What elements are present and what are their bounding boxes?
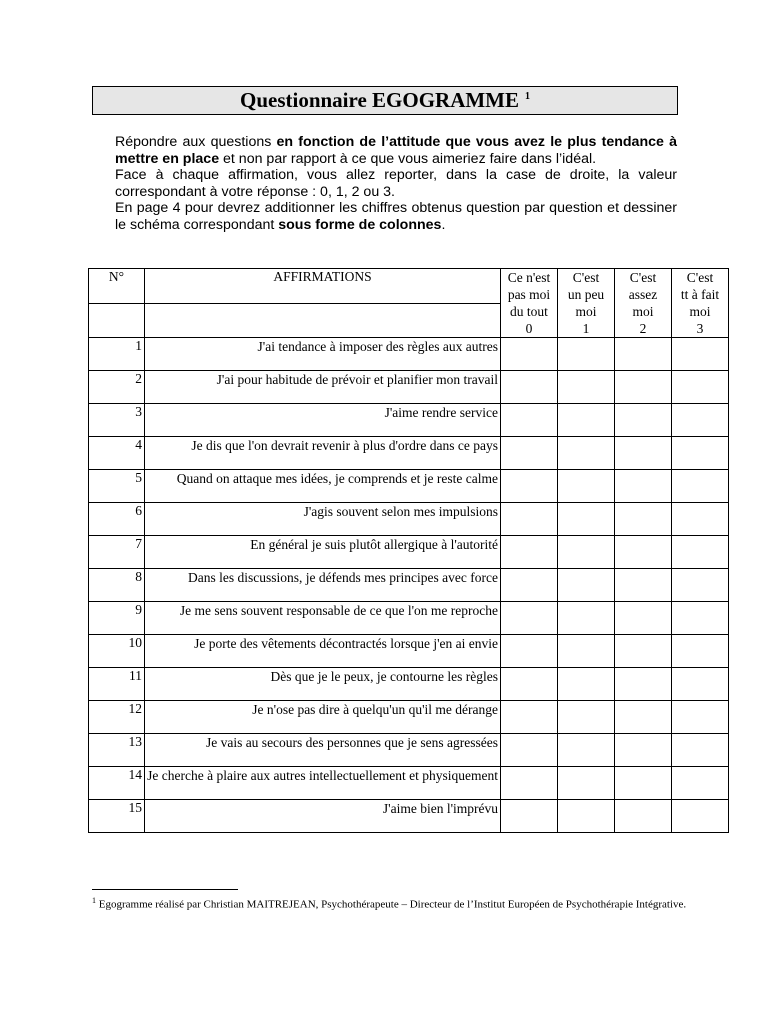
answer-cell-2[interactable]: [615, 734, 672, 767]
answer-cell-3[interactable]: [672, 437, 729, 470]
affirmation-text: Je me sens souvent responsable de ce que l'on me reproche: [145, 602, 501, 635]
answer-cell-1[interactable]: [558, 569, 615, 602]
answer-cell-2[interactable]: [615, 536, 672, 569]
question-number: 12: [89, 701, 145, 734]
column-header-answer-2: [615, 269, 672, 338]
answer-cell-0[interactable]: [501, 602, 558, 635]
answer-cell-3[interactable]: [672, 470, 729, 503]
answer-cell-2[interactable]: [615, 371, 672, 404]
questionnaire-table: [88, 268, 729, 833]
answer-cell-0[interactable]: [501, 470, 558, 503]
affirmation-text: Je porte des vêtements décontractés lorsque j'en ai envie: [145, 635, 501, 668]
column-header-number: N°: [89, 269, 145, 304]
column-header-answer-3: [672, 269, 729, 338]
affirmation-text: Quand on attaque mes idées, je comprends et je reste calme: [145, 470, 501, 503]
answer-cell-1[interactable]: [558, 437, 615, 470]
table-row: [89, 800, 729, 833]
question-number: 6: [89, 503, 145, 536]
answer-cell-0[interactable]: [501, 371, 558, 404]
affirmation-text: J'aime bien l'imprévu: [145, 800, 501, 833]
answer-cell-3[interactable]: [672, 767, 729, 800]
answer-label-line: moi: [632, 304, 654, 319]
answer-cell-2[interactable]: [615, 404, 672, 437]
answer-cell-3[interactable]: [672, 635, 729, 668]
question-number: 8: [89, 569, 145, 602]
table-row: [89, 371, 729, 404]
answer-cell-2[interactable]: [615, 338, 672, 371]
answer-label-line: moi: [575, 304, 597, 319]
affirmation-text: En général je suis plutôt allergique à l'autorité: [145, 536, 501, 569]
answer-label-line: Ce n'est: [507, 270, 551, 285]
instructions-text: Répondre aux questions: [115, 134, 277, 150]
answer-cell-1[interactable]: [558, 371, 615, 404]
question-number: 3: [89, 404, 145, 437]
answer-cell-2[interactable]: [615, 437, 672, 470]
answer-cell-0[interactable]: [501, 734, 558, 767]
affirmation-text: Dans les discussions, je défends mes principes avec force: [145, 569, 501, 602]
table-row: [89, 701, 729, 734]
answer-cell-3[interactable]: [672, 536, 729, 569]
answer-cell-3[interactable]: [672, 602, 729, 635]
column-header-answer-1: [558, 269, 615, 338]
affirmation-text: Je cherche à plaire aux autres intellectuellement et physiquement: [145, 767, 501, 800]
footnote-separator: [92, 889, 238, 890]
question-number: 7: [89, 536, 145, 569]
answer-cell-3[interactable]: [672, 701, 729, 734]
answer-label-line: C'est: [629, 270, 657, 285]
answer-cell-2[interactable]: [615, 602, 672, 635]
table-row: [89, 635, 729, 668]
answer-cell-1[interactable]: [558, 668, 615, 701]
answer-cell-0[interactable]: [501, 536, 558, 569]
answer-cell-2[interactable]: [615, 503, 672, 536]
answer-cell-1[interactable]: [558, 470, 615, 503]
table-row: [89, 503, 729, 536]
answer-cell-3[interactable]: [672, 404, 729, 437]
affirmation-text: J'agis souvent selon mes impulsions: [145, 503, 501, 536]
instructions-text: .: [441, 216, 446, 233]
answer-cell-0[interactable]: [501, 404, 558, 437]
answer-cell-2[interactable]: [615, 767, 672, 800]
answer-cell-0[interactable]: [501, 701, 558, 734]
instructions-paragraph-2: Face à chaque affirmation, vous allez reporter, dans la case de droite, la valeur correspondant à votre réponse : 0, 1, 2 ou 3.: [115, 167, 677, 200]
answer-cell-1[interactable]: [558, 602, 615, 635]
answer-cell-0[interactable]: [501, 338, 558, 371]
table-row: [89, 734, 729, 767]
answer-cell-2[interactable]: [615, 800, 672, 833]
footnote-ref: 1: [92, 896, 96, 905]
answer-cell-0[interactable]: [501, 635, 558, 668]
answer-label-line: C'est: [572, 270, 600, 285]
answer-label-line: moi: [689, 304, 711, 319]
table-row: [89, 338, 729, 371]
question-number: 14: [89, 767, 145, 800]
answer-cell-1[interactable]: [558, 635, 615, 668]
answer-cell-1[interactable]: [558, 734, 615, 767]
affirmation-text: Je dis que l'on devrait revenir à plus d'ordre dans ce pays: [145, 437, 501, 470]
question-number: 1: [89, 338, 145, 371]
page-title-box: [92, 86, 678, 115]
instructions-text: et non par rapport à ce que vous aimeriez faire dans l’idéal.: [219, 150, 597, 167]
affirmation-text: Je vais au secours des personnes que je sens agressées: [145, 734, 501, 767]
question-number: 9: [89, 602, 145, 635]
footnote-text: Egogramme réalisé par Christian MAITREJEAN, Psychothérapeute – Directeur de l’Institut Européen de Psychothérapie Intégrative.: [96, 898, 687, 911]
answer-cell-2[interactable]: [615, 701, 672, 734]
answer-value: 3: [696, 321, 704, 336]
question-number: 5: [89, 470, 145, 503]
header-empty-cell: [145, 304, 501, 338]
instructions-emphasis: en fonction de l’attitude que vous avez le plus tendance à mettre en place: [115, 134, 677, 167]
answer-value: 1: [582, 321, 590, 336]
question-number: 10: [89, 635, 145, 668]
question-number: 11: [89, 668, 145, 701]
column-header-affirmations: AFFIRMATIONS: [145, 269, 501, 304]
affirmation-text: J'aime rendre service: [145, 404, 501, 437]
answer-label-line: du tout: [510, 304, 548, 319]
answer-cell-0[interactable]: [501, 437, 558, 470]
instructions-paragraph-3: [115, 200, 677, 233]
instructions: [115, 134, 677, 233]
question-number: 13: [89, 734, 145, 767]
instructions-paragraph-1: [115, 134, 677, 167]
answer-cell-1[interactable]: [558, 536, 615, 569]
table-row: [89, 404, 729, 437]
column-header-answer-0: [501, 269, 558, 338]
header-empty-cell: [89, 304, 145, 338]
answer-cell-3[interactable]: [672, 338, 729, 371]
answer-label-line: un peu: [567, 287, 605, 302]
table-row: [89, 668, 729, 701]
affirmation-text: J'ai pour habitude de prévoir et planifier mon travail: [145, 371, 501, 404]
page-title: Questionnaire EGOGRAMME: [239, 88, 520, 112]
answer-cell-0[interactable]: [501, 668, 558, 701]
answer-cell-1[interactable]: [558, 503, 615, 536]
answer-label-line: pas moi: [507, 287, 551, 302]
answer-cell-0[interactable]: [501, 503, 558, 536]
answer-cell-1[interactable]: [558, 767, 615, 800]
answer-cell-1[interactable]: [558, 404, 615, 437]
answer-label-line: assez: [628, 287, 658, 302]
question-number: 2: [89, 371, 145, 404]
affirmation-text: Dès que je le peux, je contourne les règles: [145, 668, 501, 701]
question-number: 15: [89, 800, 145, 833]
table-row: [89, 602, 729, 635]
instructions-text: En page 4 pour devrez additionner les chiffres obtenus question par question et dessiner le schéma correspondant: [115, 200, 677, 233]
table-row: [89, 569, 729, 602]
table-header-row: [89, 269, 729, 304]
affirmation-text: Je n'ose pas dire à quelqu'un qu'il me dérange: [145, 701, 501, 734]
answer-cell-3[interactable]: [672, 503, 729, 536]
table-row: [89, 470, 729, 503]
answer-cell-3[interactable]: [672, 734, 729, 767]
answer-cell-0[interactable]: [501, 767, 558, 800]
answer-cell-1[interactable]: [558, 338, 615, 371]
answer-label-line: C'est: [686, 270, 714, 285]
answer-cell-2[interactable]: [615, 668, 672, 701]
answer-cell-3[interactable]: [672, 800, 729, 833]
footnote: [92, 894, 692, 912]
instructions-emphasis: sous forme de colonnes: [278, 216, 442, 233]
table-row: [89, 536, 729, 569]
table-body: [89, 338, 729, 833]
title-footnote-ref: 1: [525, 91, 531, 102]
answer-cell-0[interactable]: [501, 800, 558, 833]
answer-cell-3[interactable]: [672, 569, 729, 602]
answer-cell-1[interactable]: [558, 800, 615, 833]
answer-cell-1[interactable]: [558, 701, 615, 734]
answer-value: 2: [639, 321, 647, 336]
answer-label-line: tt à fait: [680, 287, 720, 302]
answer-cell-2[interactable]: [615, 635, 672, 668]
answer-cell-3[interactable]: [672, 371, 729, 404]
answer-cell-2[interactable]: [615, 569, 672, 602]
answer-cell-3[interactable]: [672, 668, 729, 701]
answer-cell-0[interactable]: [501, 569, 558, 602]
answer-cell-2[interactable]: [615, 470, 672, 503]
answer-value: 0: [525, 321, 533, 336]
affirmation-text: J'ai tendance à imposer des règles aux autres: [145, 338, 501, 371]
table-row: [89, 437, 729, 470]
question-number: 4: [89, 437, 145, 470]
table-row: [89, 767, 729, 800]
